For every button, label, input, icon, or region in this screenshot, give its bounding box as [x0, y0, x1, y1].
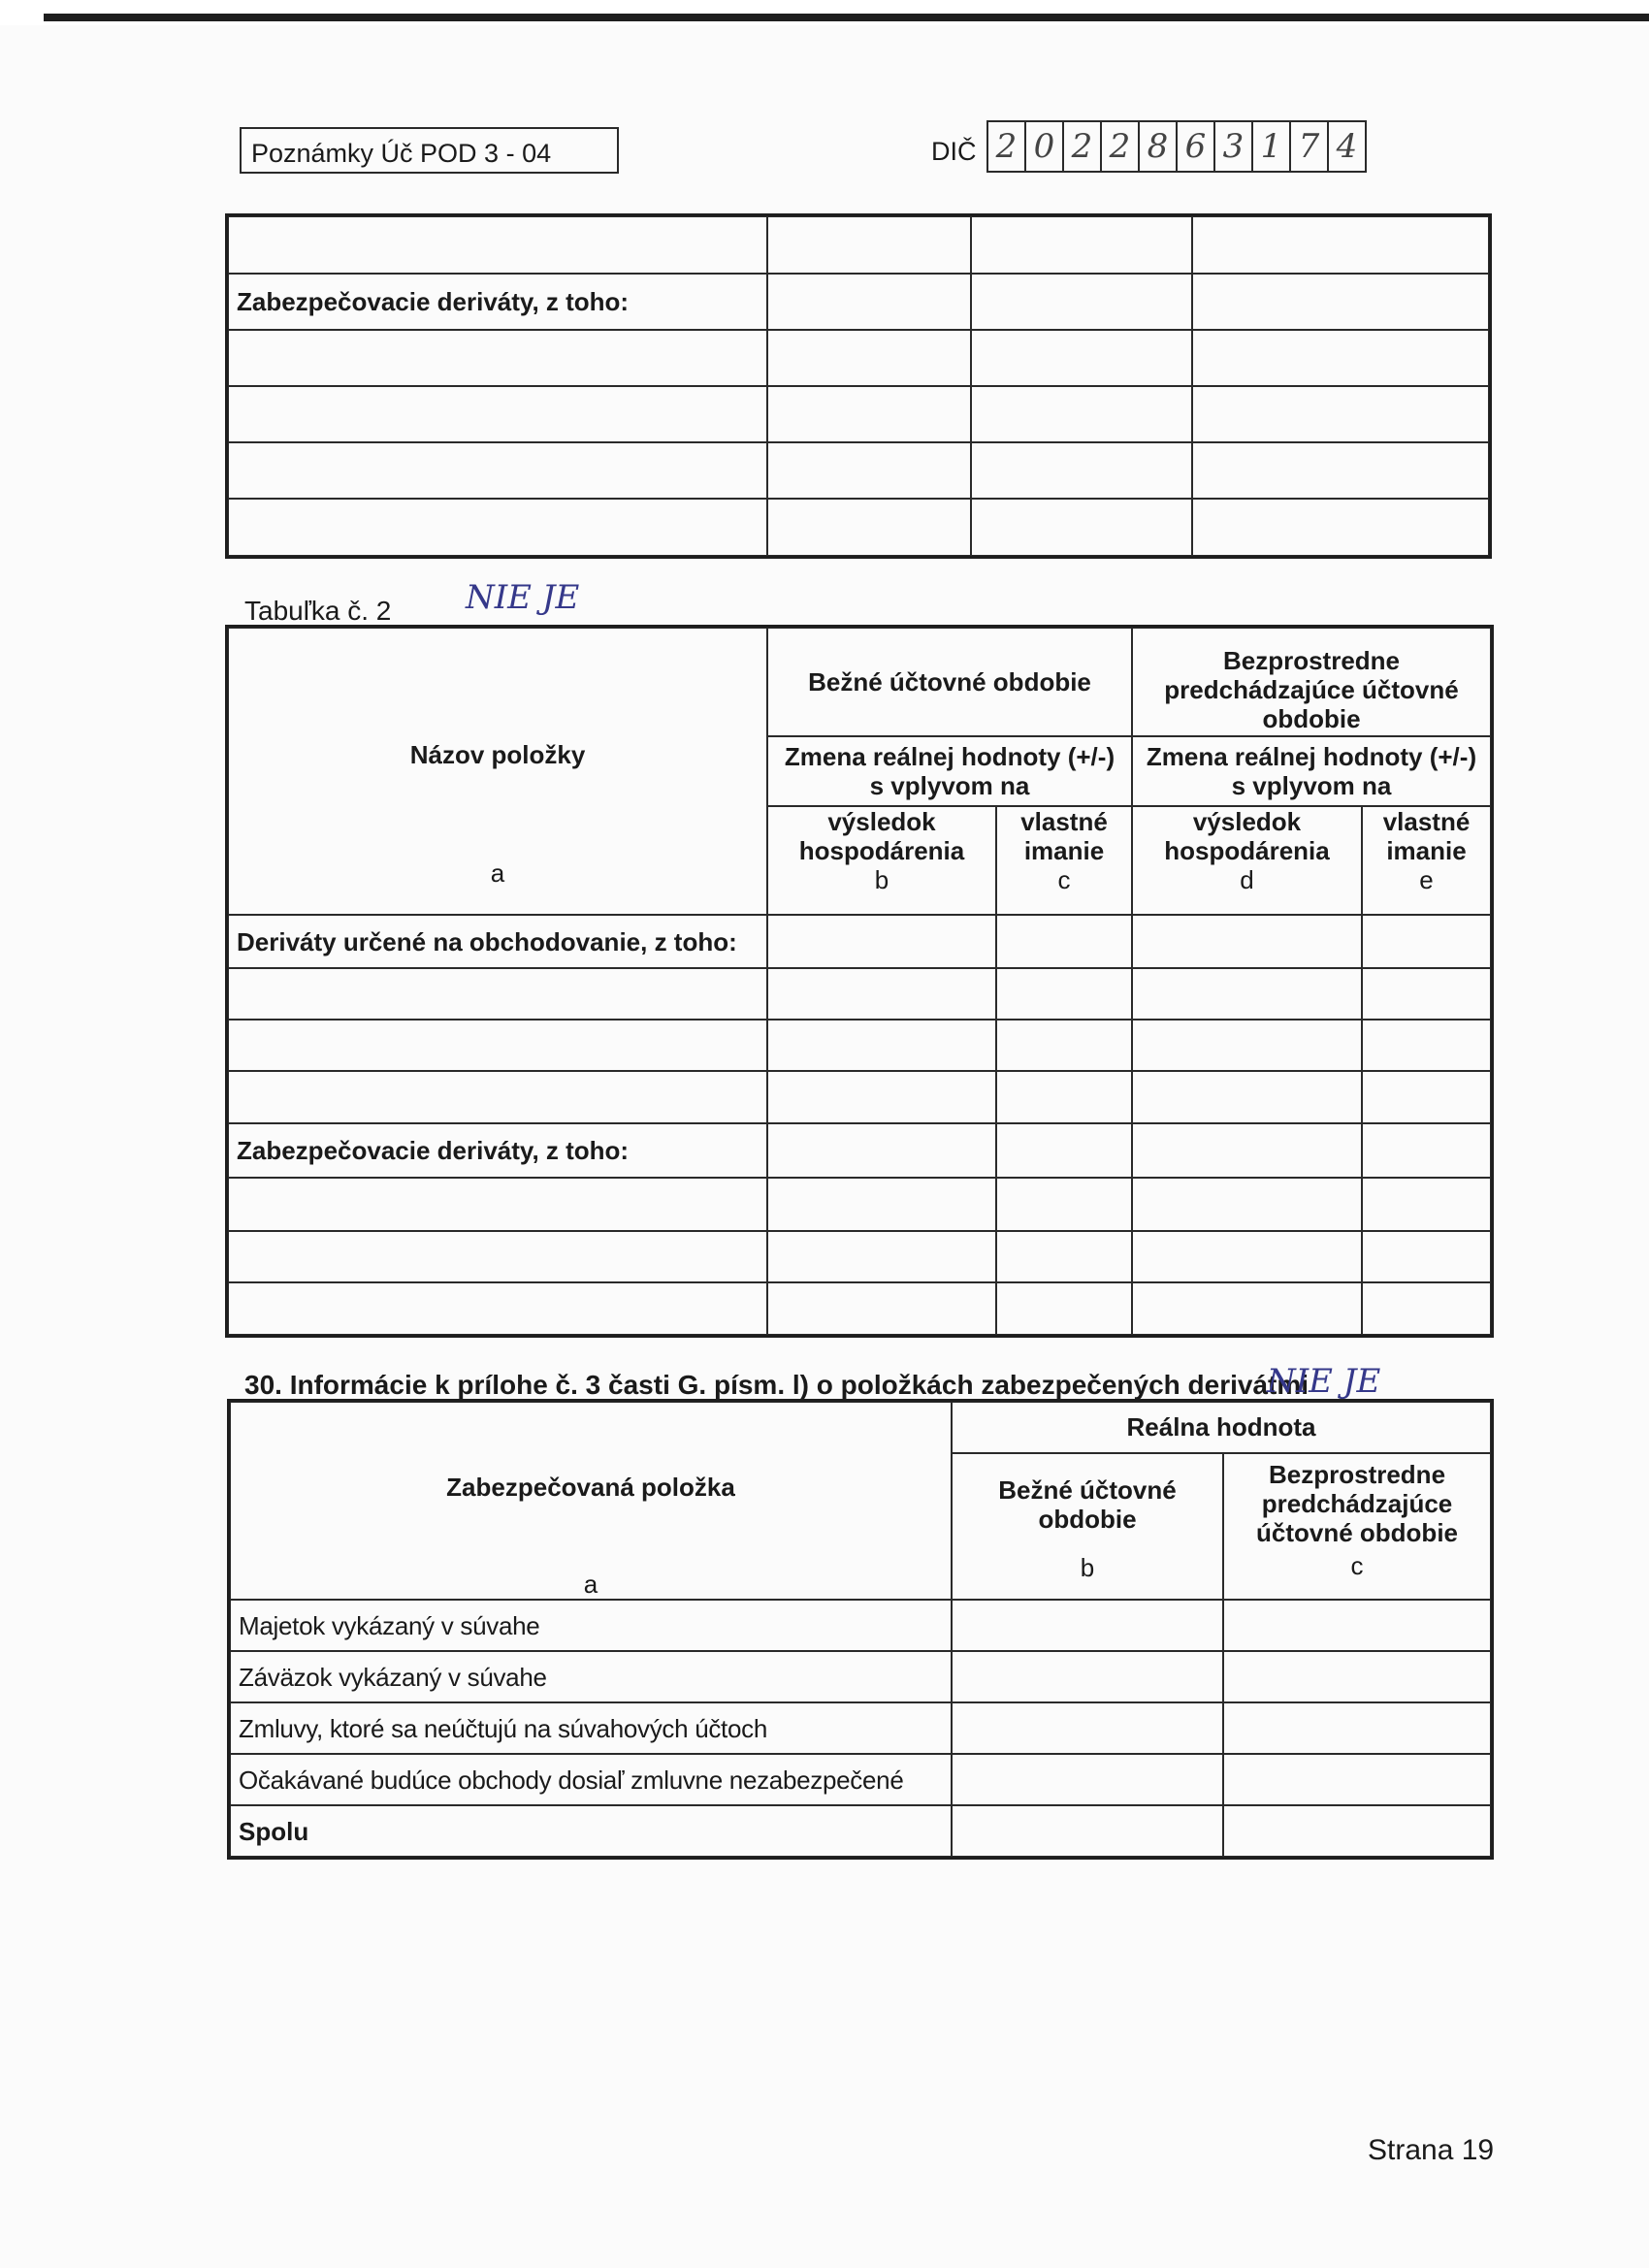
dic-digit: 8 — [1140, 122, 1178, 171]
row-label-trading: Deriváty určené na obchodovanie, z toho: — [228, 915, 767, 968]
table-cell — [1132, 968, 1362, 1020]
dic-label: DIČ — [931, 137, 977, 166]
table30 — [229, 1401, 1492, 1858]
col-header-change-current: Zmena reálnej hodnoty (+/-) s vplyvom na — [767, 736, 1132, 806]
table-cell — [767, 915, 996, 968]
table-cell — [996, 968, 1132, 1020]
table-cell — [1132, 1020, 1362, 1071]
col-letter-c: c — [1350, 1550, 1364, 1580]
col-header-result-d — [1132, 806, 1362, 915]
scan-border-line — [44, 14, 1649, 21]
row-label-total: Spolu — [230, 1805, 952, 1857]
table-cell — [1362, 1282, 1491, 1335]
col-letter-c: c — [1057, 865, 1071, 894]
page-number: Strana 19 — [1368, 2134, 1495, 2166]
table-cell — [1192, 442, 1489, 499]
row-label: Zmluvy, ktoré sa neúčtujú na súvahových účtoch — [230, 1702, 952, 1754]
table-cell — [996, 1282, 1132, 1335]
table-cell — [228, 1282, 767, 1335]
table-cell — [971, 442, 1192, 499]
table-cell — [767, 1282, 996, 1335]
table-cell — [971, 499, 1192, 556]
table-cell — [767, 1231, 996, 1282]
header-result-b-text: výsledok hospodárenia — [798, 807, 965, 865]
table-cell — [971, 216, 1192, 274]
col-header-item — [230, 1402, 952, 1600]
form-code: Poznámky Úč POD 3 - 04 — [251, 139, 552, 168]
dic-digit: 2 — [988, 122, 1026, 171]
col-header-previous — [1223, 1453, 1491, 1601]
table-cell — [1223, 1702, 1491, 1754]
table-cell — [767, 274, 971, 330]
table-cell — [767, 216, 971, 274]
table2 — [227, 627, 1492, 1336]
table-cell — [228, 499, 767, 556]
handwritten-note: NIE JE — [1267, 1362, 1381, 1401]
table-cell — [1132, 1231, 1362, 1282]
table-cell — [767, 386, 971, 442]
col-letter-e: e — [1419, 865, 1434, 894]
dic-digit: 1 — [1253, 122, 1291, 171]
header-result-d-text: výsledok hospodárenia — [1164, 807, 1330, 865]
table-cell — [996, 1123, 1132, 1178]
table-cell — [996, 1178, 1132, 1231]
header-item-text: Zabezpečovaná položka — [446, 1473, 735, 1502]
handwritten-note: NIE JE — [466, 578, 580, 617]
table-cell — [1132, 915, 1362, 968]
table-cell — [1362, 1178, 1491, 1231]
table-cell — [1223, 1651, 1491, 1702]
table-cell — [767, 499, 971, 556]
table-cell — [1362, 915, 1491, 968]
table-cell — [767, 1071, 996, 1123]
dic-digit: 6 — [1178, 122, 1215, 171]
header-equity-c-text: vlastné imanie — [1020, 807, 1108, 865]
dic-digit: 2 — [1102, 122, 1140, 171]
table-cell — [996, 1020, 1132, 1071]
table-cell — [228, 1178, 767, 1231]
table-cell — [767, 442, 971, 499]
table-cell — [228, 1020, 767, 1071]
table-cell — [1223, 1600, 1491, 1651]
header-equity-e-text: vlastné imanie — [1382, 807, 1471, 865]
table-cell — [1132, 1071, 1362, 1123]
dic-digit: 2 — [1064, 122, 1102, 171]
table-cell — [1192, 330, 1489, 386]
table-cell — [1362, 968, 1491, 1020]
table-cell — [1223, 1754, 1491, 1805]
table-cell — [1362, 1123, 1491, 1178]
table-cell — [1192, 216, 1489, 274]
table-cell — [228, 386, 767, 442]
row-label: Očakávané budúce obchody dosiaľ zmluvne nezabezpečené — [230, 1754, 952, 1805]
col-header-equity-e — [1362, 806, 1491, 915]
table-cell — [971, 274, 1192, 330]
table-cell — [228, 1071, 767, 1123]
table-cell — [952, 1754, 1223, 1805]
table-cell — [767, 1020, 996, 1071]
col-letter-d: d — [1240, 865, 1254, 894]
table-cell — [228, 216, 767, 274]
table-cell — [952, 1702, 1223, 1754]
col-header-previous: Bezprostredne predchádzajúce účtovné obdobie — [1132, 628, 1491, 736]
table-cell — [1132, 1123, 1362, 1178]
header-previous-text: Bezprostredne predchádzajúce účtovné obdobie — [1256, 1459, 1458, 1547]
table1 — [227, 215, 1490, 557]
table-cell — [1132, 1282, 1362, 1335]
scan-top-edge — [0, 0, 1649, 25]
table-cell — [971, 330, 1192, 386]
table-cell — [1192, 499, 1489, 556]
table-cell — [767, 1123, 996, 1178]
form-code-box — [240, 127, 619, 174]
col-header-fair-value: Reálna hodnota — [952, 1402, 1491, 1453]
table2-caption: Tabuľka č. 2 — [244, 596, 392, 626]
header-current-text: Bežné účtovné obdobie — [998, 1474, 1177, 1534]
table-cell — [228, 1231, 767, 1282]
table-cell — [1362, 1020, 1491, 1071]
table-cell — [996, 915, 1132, 968]
table-cell — [1362, 1231, 1491, 1282]
table-cell — [1192, 386, 1489, 442]
table-cell — [1132, 1178, 1362, 1231]
table-cell — [228, 968, 767, 1020]
col-letter-a: a — [490, 859, 505, 888]
col-header-name — [228, 628, 767, 915]
dic-digit: 7 — [1291, 122, 1329, 171]
table-cell — [228, 330, 767, 386]
dic-field — [986, 120, 1367, 173]
table-cell — [767, 968, 996, 1020]
dic-digit: 0 — [1026, 122, 1064, 171]
col-header-result-b — [767, 806, 996, 915]
table-cell — [952, 1651, 1223, 1702]
table-cell — [767, 330, 971, 386]
section-30-title: 30. Informácie k prílohe č. 3 časti G. písm. l) o položkách zabezpečených derivátmi — [244, 1370, 1310, 1400]
col-letter-a: a — [583, 1570, 598, 1599]
table-cell — [1192, 274, 1489, 330]
row-label-hedging: Zabezpečovacie deriváty, z toho: — [228, 274, 767, 330]
row-label: Majetok vykázaný v súvahe — [230, 1600, 952, 1651]
table-cell — [1223, 1805, 1491, 1857]
col-header-equity-c — [996, 806, 1132, 915]
table-cell — [952, 1600, 1223, 1651]
row-label-hedging: Zabezpečovacie deriváty, z toho: — [228, 1123, 767, 1178]
col-header-current — [952, 1453, 1223, 1601]
col-header-current: Bežné účtovné obdobie — [767, 628, 1132, 736]
table-cell — [996, 1231, 1132, 1282]
table-cell — [952, 1805, 1223, 1857]
dic-digit: 4 — [1329, 122, 1367, 171]
col-header-change-previous: Zmena reálnej hodnoty (+/-) s vplyvom na — [1132, 736, 1491, 806]
table-cell — [996, 1071, 1132, 1123]
table-cell — [971, 386, 1192, 442]
header-name-text: Názov položky — [409, 740, 586, 769]
row-label: Záväzok vykázaný v súvahe — [230, 1651, 952, 1702]
table-cell — [767, 1178, 996, 1231]
table-cell — [1362, 1071, 1491, 1123]
col-letter-b: b — [874, 865, 889, 894]
dic-digit: 3 — [1215, 122, 1253, 171]
table-cell — [228, 442, 767, 499]
col-letter-b: b — [1080, 1552, 1095, 1582]
